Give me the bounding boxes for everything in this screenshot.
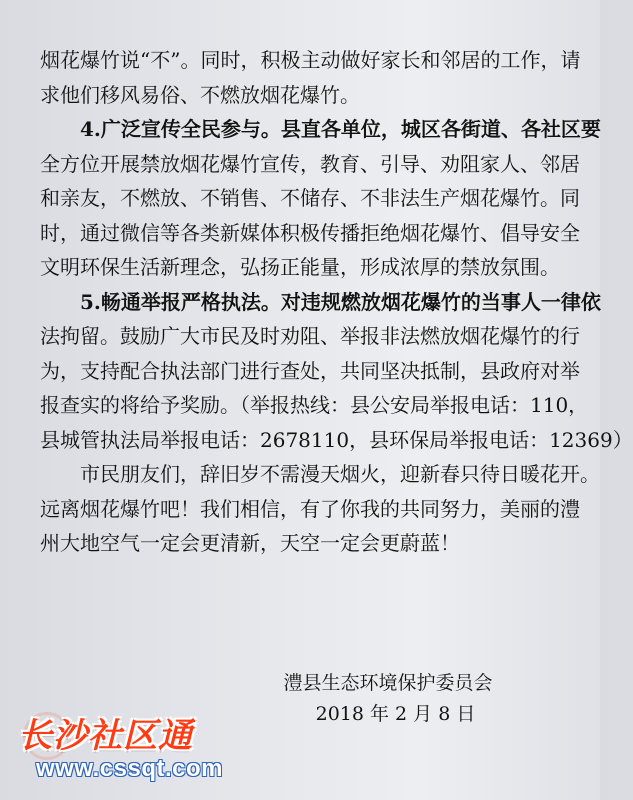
bleed-through-text	[36, 575, 560, 596]
paragraph-line: 为，支持配合执法部门进行查处，共同坚决抵制，县政府对举	[40, 358, 580, 383]
closing-paragraph-line: 市民朋友们，辞旧岁不需漫天烟火，迎新春只待日暖花开。	[80, 462, 600, 486]
closing-paragraph-line: 州大地空气一定会更清新，天空一定会更蔚蓝！	[40, 531, 460, 555]
closing-paragraph-line: 远离烟花爆竹吧！我们相信，有了你我的共同努力，美丽的澧	[40, 496, 580, 521]
paragraph-line: 烟花爆竹说“不”。同时，积极主动做好家长和邻居的工作，请	[40, 48, 581, 72]
bleed-through-text	[36, 627, 560, 648]
paragraph-line: 法拘留。鼓励广大市民及时劝阻、举报非法燃放烟花爆竹的行	[40, 324, 580, 348]
bleed-through-text	[36, 744, 560, 765]
paragraph-line: 求他们移风易俗、不燃放烟花爆竹。	[40, 82, 360, 107]
document-body	[40, 43, 633, 561]
section-4-heading-line: 4.广泛宣传全民参与。县直各单位，城区各街道、各社区要	[80, 117, 601, 141]
signature-date: 2018 年 2 月 8 日	[315, 703, 476, 725]
watermark-url: www.cssqt.com	[36, 755, 223, 782]
paragraph-line: 县城管执法局举报电话：2678110，县环保局举报电话：12369）	[40, 427, 633, 452]
paragraph-line: 时，通过微信等各类新媒体积极传播拒绝烟花爆竹、倡导安全	[40, 220, 580, 245]
signature-organization: 澧县生态环境保护委员会	[283, 672, 493, 694]
paragraph-line: 文明环保生活新理念，弘扬正能量，形成浓厚的禁放氛围。	[40, 255, 560, 279]
paragraph-line: 和亲友，不燃放、不销售、不储存、不非法生产烟花爆竹。同	[40, 186, 580, 210]
paragraph-line: 报查实的将给予奖励。（举报热线：县公安局举报电话：110，	[40, 393, 589, 417]
watermark-title: 长沙社区通	[18, 717, 193, 755]
signature-block	[268, 671, 508, 727]
section-5-heading-line: 5.畅通举报严格执法。对违规燃放烟花爆竹的当事人一律依	[80, 289, 601, 314]
paragraph-line: 全方位开展禁放烟花爆竹宣传，教育、引导、劝阻家人、邻居	[40, 151, 580, 176]
